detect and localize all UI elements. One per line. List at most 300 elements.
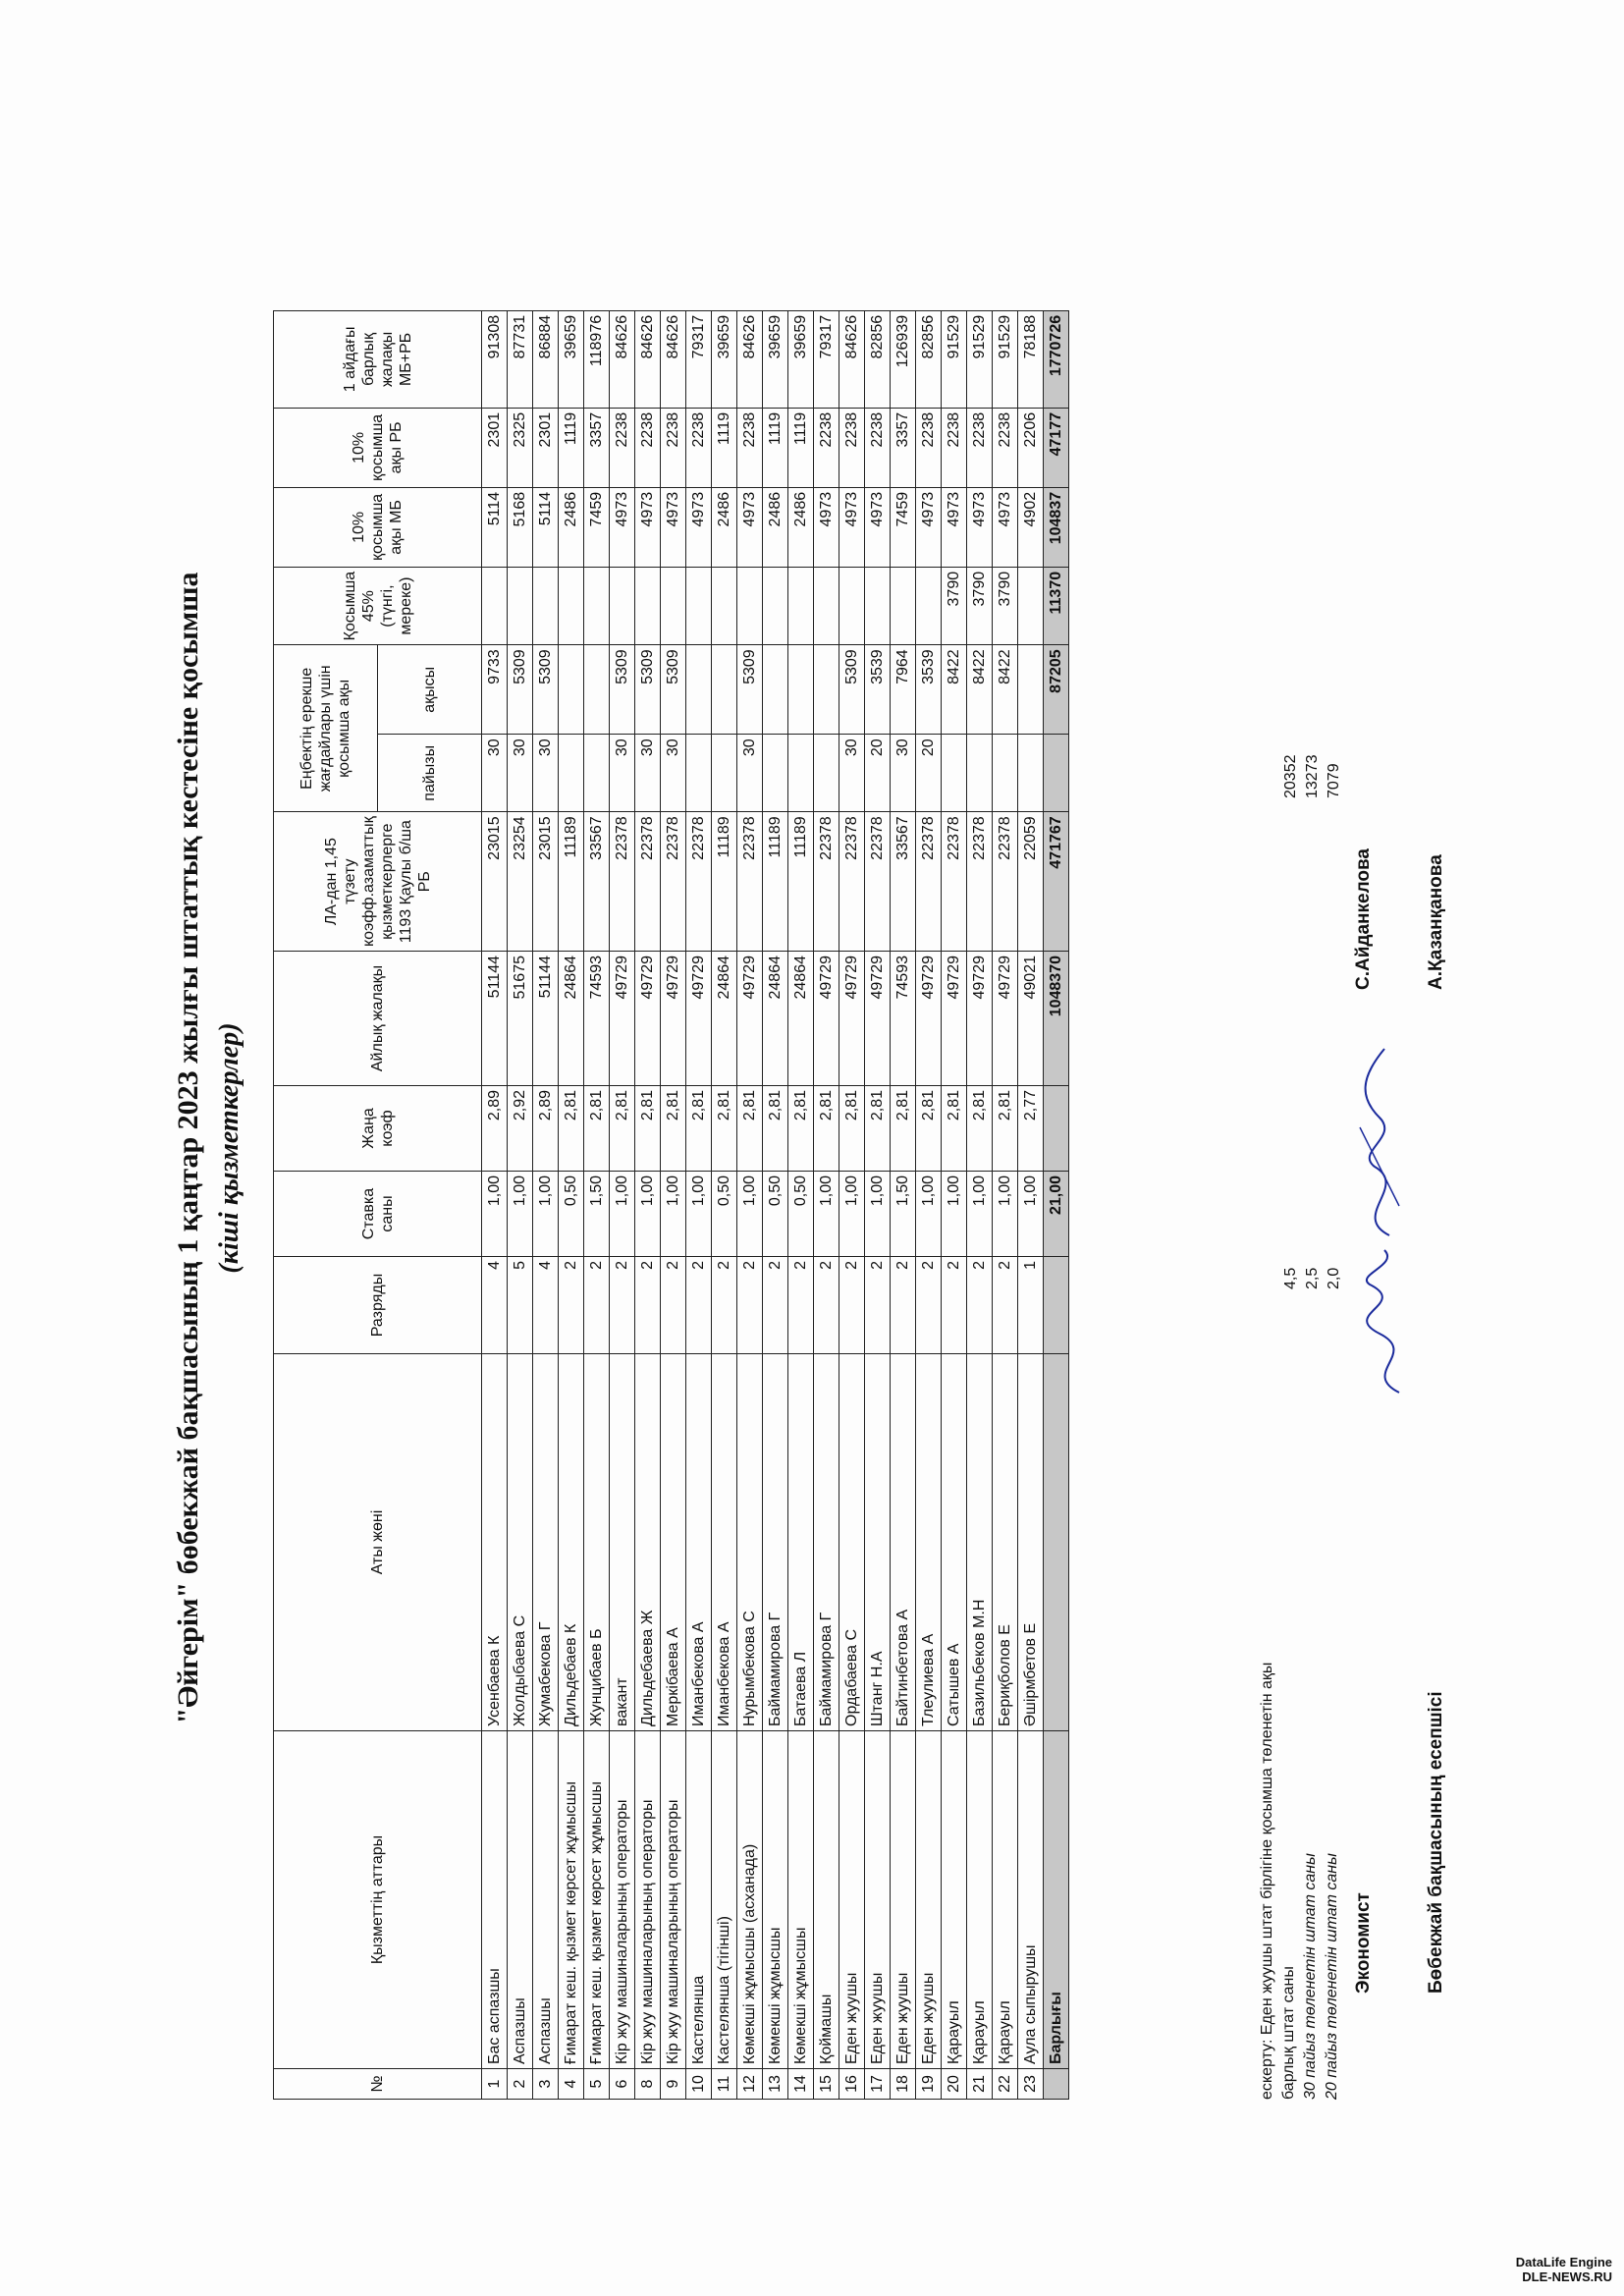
row-special-amt: 5309 xyxy=(737,645,763,735)
row-adjustment: 22378 xyxy=(993,812,1018,952)
note-line1-value: 4,5 xyxy=(1282,1267,1299,1289)
row-adjustment: 22378 xyxy=(839,812,865,952)
watermark-line2: DLE-NEWS.RU xyxy=(1522,2269,1612,2284)
row-total: 126939 xyxy=(891,310,916,408)
staff-table xyxy=(273,310,1069,2100)
row-coef: 2,81 xyxy=(839,1086,865,1172)
totals-special-amt: 87205 xyxy=(1044,645,1069,735)
row-extra45 xyxy=(533,567,559,644)
row-grade: 2 xyxy=(814,1257,839,1354)
row-salary: 49729 xyxy=(635,952,661,1086)
row-grade: 2 xyxy=(891,1257,916,1354)
row-coef: 2,81 xyxy=(635,1086,661,1172)
row-adjustment: 22378 xyxy=(865,812,891,952)
row-rb10: 2238 xyxy=(942,408,967,487)
row-special-amt: 3539 xyxy=(865,645,891,735)
row-name: Тлеулиева А xyxy=(916,1354,942,1731)
row-no: 22 xyxy=(993,2069,1018,2100)
row-mb10: 4973 xyxy=(686,487,712,567)
row-name: Батаева Л xyxy=(788,1354,814,1731)
row-total: 84626 xyxy=(839,310,865,408)
row-special-amt xyxy=(763,645,788,735)
row-position: Қарауыл xyxy=(967,1731,993,2069)
row-special-pct: 30 xyxy=(610,735,635,812)
row-no: 18 xyxy=(891,2069,916,2100)
row-mb10: 2486 xyxy=(712,487,737,567)
col-header-special-amt: ақысы xyxy=(378,645,482,735)
row-rate: 1,00 xyxy=(686,1172,712,1257)
row-rb10: 2238 xyxy=(967,408,993,487)
row-coef: 2,81 xyxy=(814,1086,839,1172)
row-rb10: 1119 xyxy=(559,408,584,487)
row-name: Баймамирова Г xyxy=(763,1354,788,1731)
col-header-coef: Жаңа коэф xyxy=(274,1086,482,1172)
row-mb10: 2486 xyxy=(559,487,584,567)
totals-row xyxy=(1044,310,1069,2099)
row-special-pct xyxy=(559,735,584,812)
row-mb10: 2486 xyxy=(788,487,814,567)
row-grade: 4 xyxy=(482,1257,508,1354)
row-adjustment: 22378 xyxy=(942,812,967,952)
row-rb10: 1119 xyxy=(763,408,788,487)
handwritten-signature-image xyxy=(1340,1029,1429,1412)
row-mb10: 5114 xyxy=(533,487,559,567)
row-adjustment: 23015 xyxy=(482,812,508,952)
row-rate: 0,50 xyxy=(712,1172,737,1257)
totals-mb10: 104837 xyxy=(1044,487,1069,567)
row-no: 16 xyxy=(839,2069,865,2100)
row-adjustment: 22378 xyxy=(610,812,635,952)
row-adjustment: 11189 xyxy=(788,812,814,952)
row-special-pct xyxy=(942,735,967,812)
watermark-line1: DataLife Engine xyxy=(1515,2255,1612,2269)
row-no: 4 xyxy=(559,2069,584,2100)
row-extra45 xyxy=(686,567,712,644)
row-adjustment: 22378 xyxy=(814,812,839,952)
row-rate: 1,00 xyxy=(610,1172,635,1257)
row-special-pct xyxy=(763,735,788,812)
totals-label: Барлығы xyxy=(1044,1731,1069,2069)
note-line1-label: барлық штат саны xyxy=(1280,1966,1297,2100)
row-grade: 1 xyxy=(1018,1257,1044,1354)
row-salary: 49729 xyxy=(686,952,712,1086)
row-extra45 xyxy=(584,567,610,644)
row-rate: 0,50 xyxy=(763,1172,788,1257)
row-rb10: 2301 xyxy=(533,408,559,487)
row-name: Меркібаева А xyxy=(661,1354,686,1731)
row-rb10: 1119 xyxy=(788,408,814,487)
row-position: Ғимарат кеш. қызмет көрсет жұмысшы xyxy=(559,1731,584,2069)
row-special-pct xyxy=(814,735,839,812)
col-header-rb10: 10% қосымша ақы РБ xyxy=(274,408,482,487)
row-salary: 49729 xyxy=(814,952,839,1086)
row-extra45: 3790 xyxy=(993,567,1018,644)
row-extra45 xyxy=(891,567,916,644)
table-row xyxy=(891,310,916,2099)
row-extra45 xyxy=(763,567,788,644)
totals-rb10: 47177 xyxy=(1044,408,1069,487)
totals-empty-pct xyxy=(1044,735,1069,812)
row-mb10: 2486 xyxy=(763,487,788,567)
table-row xyxy=(737,310,763,2099)
row-mb10: 4973 xyxy=(661,487,686,567)
row-mb10: 4973 xyxy=(916,487,942,567)
col-header-special-pct: пайызы xyxy=(378,735,482,812)
row-adjustment: 11189 xyxy=(712,812,737,952)
row-rate: 1,00 xyxy=(814,1172,839,1257)
row-rate: 1,00 xyxy=(737,1172,763,1257)
col-header-no: № xyxy=(274,2069,482,2100)
row-rb10: 2238 xyxy=(993,408,1018,487)
row-total: 84626 xyxy=(610,310,635,408)
row-name: Байтинбетова А xyxy=(891,1354,916,1731)
row-grade: 2 xyxy=(686,1257,712,1354)
row-salary: 24864 xyxy=(788,952,814,1086)
row-salary: 49729 xyxy=(993,952,1018,1086)
row-special-pct xyxy=(788,735,814,812)
row-special-pct xyxy=(967,735,993,812)
row-position: Еден жуушы xyxy=(865,1731,891,2069)
row-no: 3 xyxy=(533,2069,559,2100)
row-extra45 xyxy=(712,567,737,644)
row-grade: 2 xyxy=(865,1257,891,1354)
row-extra45: 3790 xyxy=(967,567,993,644)
row-extra45 xyxy=(559,567,584,644)
row-rb10: 2238 xyxy=(865,408,891,487)
row-position: Қоймашы xyxy=(814,1731,839,2069)
row-total: 91529 xyxy=(967,310,993,408)
row-salary: 51144 xyxy=(482,952,508,1086)
row-special-amt xyxy=(559,645,584,735)
row-special-amt xyxy=(686,645,712,735)
watermark-footer xyxy=(1516,2255,1612,2284)
row-mb10: 4973 xyxy=(610,487,635,567)
row-special-pct xyxy=(584,735,610,812)
notes-amounts xyxy=(1280,755,1345,799)
row-mb10: 4973 xyxy=(737,487,763,567)
row-extra45: 3790 xyxy=(942,567,967,644)
row-grade: 2 xyxy=(559,1257,584,1354)
row-total: 84626 xyxy=(737,310,763,408)
row-salary: 49729 xyxy=(865,952,891,1086)
row-salary: 49729 xyxy=(942,952,967,1086)
row-special-amt xyxy=(814,645,839,735)
row-rate: 1,00 xyxy=(508,1172,533,1257)
row-coef: 2,81 xyxy=(763,1086,788,1172)
row-extra45 xyxy=(839,567,865,644)
table-row xyxy=(559,310,584,2099)
row-grade: 2 xyxy=(916,1257,942,1354)
row-rate: 1,00 xyxy=(533,1172,559,1257)
row-grade: 2 xyxy=(635,1257,661,1354)
row-rate: 1,00 xyxy=(865,1172,891,1257)
row-special-amt xyxy=(584,645,610,735)
row-special-amt: 5309 xyxy=(635,645,661,735)
row-coef: 2,81 xyxy=(712,1086,737,1172)
row-adjustment: 23015 xyxy=(533,812,559,952)
row-no: 21 xyxy=(967,2069,993,2100)
document-title: "Әйгерім" бөбекжай бақшасының 1 қаңтар 2023 жылғы штаттық кестесіне қосымша xyxy=(172,572,204,1724)
table-row xyxy=(942,310,967,2099)
table-row xyxy=(533,310,559,2099)
table-row xyxy=(763,310,788,2099)
table-row xyxy=(661,310,686,2099)
row-position: Ғимарат кеш. қызмет көрсет жұмысшы xyxy=(584,1731,610,2069)
row-position: Кастелянша (тігінші) xyxy=(712,1731,737,2069)
row-position: Еден жуушы xyxy=(891,1731,916,2069)
row-adjustment: 22378 xyxy=(967,812,993,952)
row-rb10: 2238 xyxy=(916,408,942,487)
row-grade: 2 xyxy=(788,1257,814,1354)
row-mb10: 4973 xyxy=(635,487,661,567)
row-special-pct: 30 xyxy=(839,735,865,812)
row-position: Көмекші жұмысшы xyxy=(763,1731,788,2069)
row-name: Жумабекова Г xyxy=(533,1354,559,1731)
document-subtitle: (кіші қызметкерлер) xyxy=(214,1022,244,1274)
row-rb10: 2238 xyxy=(814,408,839,487)
row-name: Жолдыбаева С xyxy=(508,1354,533,1731)
row-mb10: 5168 xyxy=(508,487,533,567)
row-position: Бас аспазшы xyxy=(482,1731,508,2069)
row-no: 20 xyxy=(942,2069,967,2100)
row-no: 5 xyxy=(584,2069,610,2100)
row-special-amt: 7964 xyxy=(891,645,916,735)
row-no: 1 xyxy=(482,2069,508,2100)
note-line3-label: 20 пайыз төленетін штат саны xyxy=(1324,1853,1340,2100)
row-grade: 4 xyxy=(533,1257,559,1354)
row-special-pct: 20 xyxy=(916,735,942,812)
table-row xyxy=(635,310,661,2099)
row-special-amt: 5309 xyxy=(839,645,865,735)
row-position: Еден жуушы xyxy=(839,1731,865,2069)
row-extra45 xyxy=(788,567,814,644)
col-header-position: Қызметтің аттары xyxy=(274,1731,482,2069)
table-row xyxy=(788,310,814,2099)
row-adjustment: 33567 xyxy=(891,812,916,952)
row-salary: 49729 xyxy=(967,952,993,1086)
row-coef: 2,81 xyxy=(942,1086,967,1172)
totals-extra45: 11370 xyxy=(1044,567,1069,644)
row-total: 86884 xyxy=(533,310,559,408)
row-special-amt: 5309 xyxy=(533,645,559,735)
table-row xyxy=(610,310,635,2099)
row-rb10: 2206 xyxy=(1018,408,1044,487)
note-line3-amount: 7079 xyxy=(1326,763,1342,798)
row-special-amt xyxy=(788,645,814,735)
row-position: Қарауыл xyxy=(942,1731,967,2069)
row-grade: 2 xyxy=(993,1257,1018,1354)
row-special-amt: 5309 xyxy=(508,645,533,735)
notes-block xyxy=(1259,1663,1345,2100)
row-special-pct xyxy=(1018,735,1044,812)
row-salary: 51144 xyxy=(533,952,559,1086)
row-adjustment: 22378 xyxy=(737,812,763,952)
row-no: 12 xyxy=(737,2069,763,2100)
row-coef: 2,77 xyxy=(1018,1086,1044,1172)
row-rate: 1,00 xyxy=(993,1172,1018,1257)
row-total: 39659 xyxy=(712,310,737,408)
row-grade: 2 xyxy=(967,1257,993,1354)
row-total: 79317 xyxy=(686,310,712,408)
row-rb10: 2238 xyxy=(839,408,865,487)
row-rate: 1,00 xyxy=(635,1172,661,1257)
row-salary: 74593 xyxy=(584,952,610,1086)
table-row xyxy=(584,310,610,2099)
row-total: 82856 xyxy=(916,310,942,408)
row-mb10: 7459 xyxy=(891,487,916,567)
row-name: Дильдебаева Ж xyxy=(635,1354,661,1731)
row-name: Базильбеков М.Н xyxy=(967,1354,993,1731)
row-salary: 49021 xyxy=(1018,952,1044,1086)
table-row xyxy=(686,310,712,2099)
col-header-adjustment: ЛА-дан 1,45 түзету коэфф.азаматтық қызметкерлерге 1193 Қаулы б/ша РБ xyxy=(274,812,482,952)
row-special-pct: 30 xyxy=(533,735,559,812)
row-grade: 2 xyxy=(610,1257,635,1354)
row-no: 14 xyxy=(788,2069,814,2100)
row-adjustment: 22378 xyxy=(686,812,712,952)
row-total: 87731 xyxy=(508,310,533,408)
row-grade: 2 xyxy=(661,1257,686,1354)
row-name: Жунцибаев Б xyxy=(584,1354,610,1731)
row-special-pct: 30 xyxy=(661,735,686,812)
row-special-amt: 8422 xyxy=(942,645,967,735)
table-row xyxy=(1018,310,1044,2099)
row-coef: 2,81 xyxy=(865,1086,891,1172)
row-no: 19 xyxy=(916,2069,942,2100)
row-special-pct: 30 xyxy=(737,735,763,812)
totals-empty-name xyxy=(1044,1354,1069,1731)
row-name: Ордабаева С xyxy=(839,1354,865,1731)
col-header-mb10: 10% қосымша ақы МБ xyxy=(274,487,482,567)
row-total: 39659 xyxy=(559,310,584,408)
note-text: ескерту: Еден жуушы штат бірлігіне қосымша төленетін ақы xyxy=(1259,1662,1275,2100)
note-line1-amount: 20352 xyxy=(1282,754,1299,798)
row-salary: 49729 xyxy=(661,952,686,1086)
row-adjustment: 22378 xyxy=(635,812,661,952)
row-extra45 xyxy=(1018,567,1044,644)
row-position: Аула сыпырушы xyxy=(1018,1731,1044,2069)
economist-name: С.Айданкелова xyxy=(1353,847,1374,990)
row-special-pct: 30 xyxy=(508,735,533,812)
row-name: Иманбекова А xyxy=(712,1354,737,1731)
row-no: 6 xyxy=(610,2069,635,2100)
col-header-name: Аты жөні xyxy=(274,1354,482,1731)
row-adjustment: 22378 xyxy=(661,812,686,952)
row-mb10: 4973 xyxy=(967,487,993,567)
row-adjustment: 22059 xyxy=(1018,812,1044,952)
row-adjustment: 23254 xyxy=(508,812,533,952)
row-rb10: 2238 xyxy=(661,408,686,487)
row-salary: 51675 xyxy=(508,952,533,1086)
row-name: Усенбаева К xyxy=(482,1354,508,1731)
row-position: Көмекші жұмысшы xyxy=(788,1731,814,2069)
row-name: Сатышев А xyxy=(942,1354,967,1731)
totals-rate: 21,00 xyxy=(1044,1172,1069,1257)
row-no: 11 xyxy=(712,2069,737,2100)
row-rate: 0,50 xyxy=(788,1172,814,1257)
row-extra45 xyxy=(737,567,763,644)
row-total: 79317 xyxy=(814,310,839,408)
row-salary: 24864 xyxy=(712,952,737,1086)
row-special-amt: 8422 xyxy=(993,645,1018,735)
row-total: 39659 xyxy=(763,310,788,408)
note-line2-label: 30 пайыз төленетін штат саны xyxy=(1302,1853,1319,2100)
row-mb10: 4973 xyxy=(865,487,891,567)
totals-total: 1770726 xyxy=(1044,310,1069,408)
row-coef: 2,81 xyxy=(993,1086,1018,1172)
row-name: Иманбекова А xyxy=(686,1354,712,1731)
row-special-amt: 9733 xyxy=(482,645,508,735)
row-coef: 2,89 xyxy=(482,1086,508,1172)
staff-table-body xyxy=(482,310,1044,2099)
row-position: Кір жуу машиналарының операторы xyxy=(661,1731,686,2069)
row-grade: 2 xyxy=(839,1257,865,1354)
row-adjustment: 11189 xyxy=(763,812,788,952)
row-rate: 1,00 xyxy=(661,1172,686,1257)
col-header-grade: Разряды xyxy=(274,1257,482,1354)
row-salary: 24864 xyxy=(763,952,788,1086)
row-special-pct: 30 xyxy=(635,735,661,812)
row-grade: 2 xyxy=(584,1257,610,1354)
totals-empty-no xyxy=(1044,2069,1069,2100)
note-line2-value: 2,5 xyxy=(1304,1267,1321,1289)
table-row xyxy=(839,310,865,2099)
row-rb10: 2238 xyxy=(610,408,635,487)
row-rate: 1,00 xyxy=(482,1172,508,1257)
row-coef: 2,89 xyxy=(533,1086,559,1172)
row-special-amt: 8422 xyxy=(967,645,993,735)
row-position: Қарауыл xyxy=(993,1731,1018,2069)
row-grade: 2 xyxy=(942,1257,967,1354)
economist-title: Экономист xyxy=(1353,1892,1374,1994)
row-adjustment: 22378 xyxy=(916,812,942,952)
row-rate: 1,50 xyxy=(584,1172,610,1257)
row-rb10: 2301 xyxy=(482,408,508,487)
row-salary: 74593 xyxy=(891,952,916,1086)
table-row xyxy=(814,310,839,2099)
row-salary: 49729 xyxy=(610,952,635,1086)
row-rate: 1,00 xyxy=(839,1172,865,1257)
col-header-rate: Ставка саны xyxy=(274,1172,482,1257)
row-position: Көмекші жұмысшы (асханада) xyxy=(737,1731,763,2069)
row-rb10: 2238 xyxy=(635,408,661,487)
row-no: 15 xyxy=(814,2069,839,2100)
row-total: 84626 xyxy=(635,310,661,408)
row-coef: 2,81 xyxy=(559,1086,584,1172)
totals-empty-coef xyxy=(1044,1086,1069,1172)
row-special-pct xyxy=(712,735,737,812)
row-coef: 2,81 xyxy=(916,1086,942,1172)
row-special-amt: 5309 xyxy=(661,645,686,735)
row-total: 91529 xyxy=(993,310,1018,408)
row-rb10: 2238 xyxy=(737,408,763,487)
row-name: вакант xyxy=(610,1354,635,1731)
row-rb10: 2238 xyxy=(686,408,712,487)
row-coef: 2,81 xyxy=(788,1086,814,1172)
table-row xyxy=(916,310,942,2099)
row-salary: 49729 xyxy=(737,952,763,1086)
row-total: 91308 xyxy=(482,310,508,408)
row-total: 91529 xyxy=(942,310,967,408)
row-rate: 1,00 xyxy=(1018,1172,1044,1257)
row-special-pct: 20 xyxy=(865,735,891,812)
row-rate: 0,50 xyxy=(559,1172,584,1257)
row-coef: 2,81 xyxy=(584,1086,610,1172)
row-mb10: 5114 xyxy=(482,487,508,567)
table-row xyxy=(865,310,891,2099)
row-position: Еден жуушы xyxy=(916,1731,942,2069)
row-position: Аспазшы xyxy=(533,1731,559,2069)
